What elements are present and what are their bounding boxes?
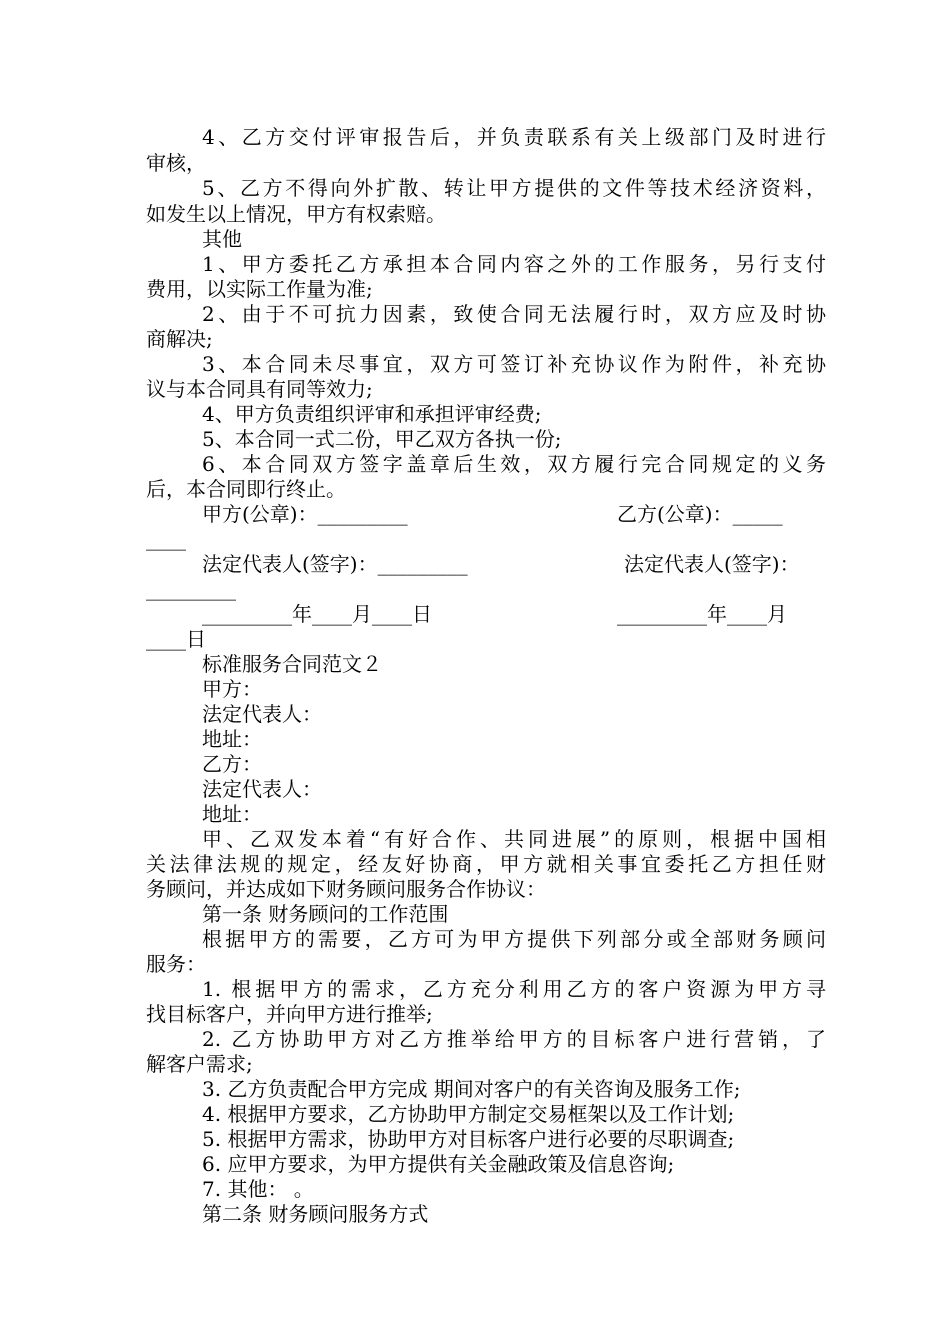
rep-b-signature: 法定代表人(签字)： — [624, 552, 800, 576]
article1-title: 第一条 财务顾问的工作范围 — [202, 902, 449, 926]
article1-intro-line-1: 根据甲方的需要，乙方可为甲方提供下列部分或全部财务顾问 — [202, 927, 826, 951]
clause-5-line-2: 如发生以上情况，甲方有权索赔。 — [146, 202, 446, 226]
service-item-7: 7. 其他： 。 — [202, 1177, 314, 1201]
date-b-continued: ____日 — [146, 627, 206, 651]
clause-4-line-1: 4、乙方交付评审报告后，并负责联系有关上级部门及时进行 — [202, 125, 826, 149]
other-item-1-line-1: 1、甲方委托乙方承担本合同内容之外的工作服务，另行支付 — [202, 252, 826, 276]
party-b-seal: 乙方(公章)：_____ — [617, 502, 783, 526]
service-item-4: 4. 根据甲方要求，乙方协助甲方制定交易框架以及工作计划; — [202, 1102, 735, 1126]
rep-a-signature: 法定代表人(签字)：_________ — [202, 552, 468, 576]
rep-b-signature-continued: _________ — [146, 577, 236, 601]
contract2-rep-b: 法定代表人： — [202, 777, 322, 801]
party-b-seal-continued: ____ — [146, 527, 186, 551]
contract2-rep-a: 法定代表人： — [202, 702, 322, 726]
other-item-1-line-2: 费用，以实际工作量为准; — [146, 277, 373, 301]
service-item-2-line-1: 2. 乙方协助甲方对乙方推举给甲方的目标客户进行营销，了 — [202, 1027, 826, 1051]
other-item-3-line-2: 议与本合同具有同等效力; — [146, 377, 373, 401]
clause-5-line-1: 5、乙方不得向外扩散、转让甲方提供的文件等技术经济资料， — [202, 176, 826, 200]
service-item-5: 5. 根据甲方需求，协助甲方对目标客户进行必要的尽职调查; — [202, 1127, 735, 1151]
preamble-line-1: 甲、乙双发本着“有好合作、共同进展”的原则，根据中国相 — [202, 827, 826, 851]
contract2-addr-a: 地址： — [202, 727, 262, 751]
date-a: _________年____月____日 — [202, 602, 432, 626]
contract2-addr-b: 地址： — [202, 802, 262, 826]
other-item-3-line-1: 3、本合同未尽事宜，双方可签订补充协议作为附件，补充协 — [202, 352, 826, 376]
clause-4-line-2: 审核， — [146, 151, 206, 175]
service-item-6: 6. 应甲方要求，为甲方提供有关金融政策及信息咨询; — [202, 1152, 675, 1176]
contract2-party-b: 乙方： — [202, 752, 262, 776]
service-item-1-line-1: 1. 根据甲方的需求，乙方充分利用乙方的客户资源为甲方寻 — [202, 977, 826, 1001]
other-item-2-line-1: 2、由于不可抗力因素，致使合同无法履行时，双方应及时协 — [202, 302, 826, 326]
preamble-line-3: 务顾问，并达成如下财务顾问服务合作协议： — [146, 877, 546, 901]
other-item-4: 4、甲方负责组织评审和承担评审经费; — [202, 402, 542, 426]
other-item-6-line-1: 6、本合同双方签字盖章后生效，双方履行完合同规定的义务 — [202, 452, 826, 476]
other-heading: 其他 — [202, 227, 242, 251]
service-item-1-line-2: 找目标客户，并向甲方进行推举; — [146, 1002, 433, 1026]
other-item-6-line-2: 后，本合同即行终止。 — [146, 477, 346, 501]
preamble-line-2: 关法律法规的规定，经友好协商，甲方就相关事宜委托乙方担任财 — [146, 852, 826, 876]
other-item-5: 5、本合同一式二份，甲乙双方各执一份; — [202, 427, 562, 451]
service-item-3: 3. 乙方负责配合甲方完成 期间对客户的有关咨询及服务工作; — [202, 1077, 741, 1101]
contract2-party-a: 甲方： — [202, 677, 262, 701]
service-item-2-line-2: 解客户需求; — [146, 1052, 253, 1076]
article1-intro-line-2: 服务： — [146, 952, 206, 976]
date-b: _________年____月 — [617, 602, 787, 626]
party-a-seal: 甲方(公章)：_________ — [202, 502, 408, 526]
contract2-title: 标准服务合同范文２ — [202, 652, 382, 676]
other-item-2-line-2: 商解决; — [146, 327, 213, 351]
article2-title: 第二条 财务顾问服务方式 — [202, 1202, 429, 1226]
